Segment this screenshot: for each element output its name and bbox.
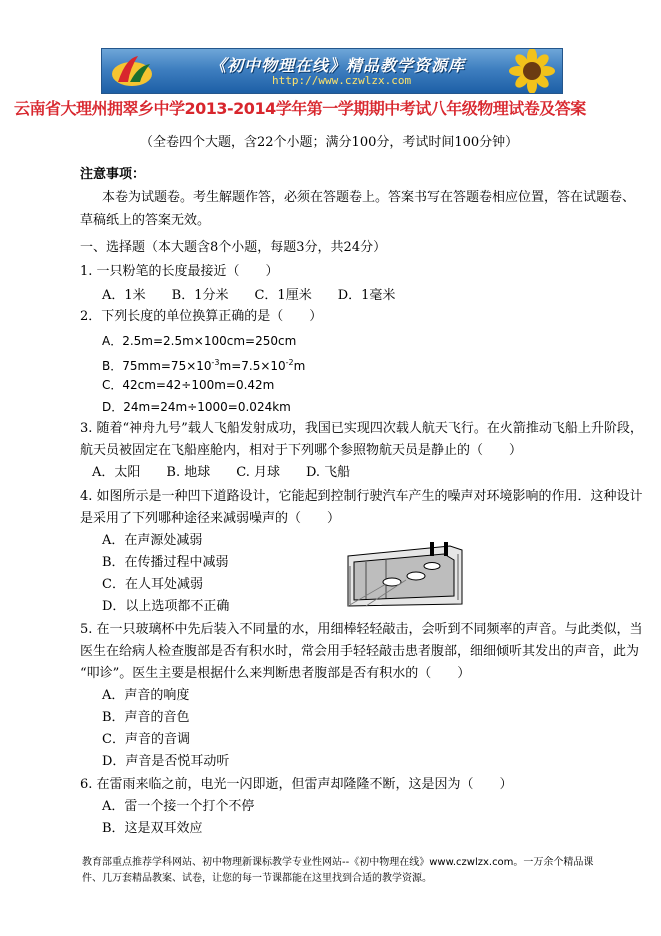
banner-url[interactable]: http://www.czwlzx.com (272, 74, 412, 87)
section-heading: 一、选择题（本大题含8个小题，每题3分，共24分） (80, 240, 387, 255)
option-a: A．在声源处减弱 (102, 533, 203, 548)
question-stem: 3. 随着“神舟九号”载人飞船发射成功，我国已实现四次载人航天飞行。在火箭推动飞船上升阶段， (80, 421, 643, 436)
question-stem: 航天员被固定在飞船座舱内，相对于下列哪个参照物航天员是静止的（ ） (80, 443, 523, 458)
question-stem: 1. 一只粉笔的长度最接近（ ） (80, 264, 279, 279)
footer-line: 件、几万套精品教案、试卷，让您的每一节课都能在这里找到合适的教学资源。 (82, 873, 432, 884)
option-d: D．声音是否悦耳动听 (102, 754, 230, 769)
notice-line: 草稿纸上的答案无效。 (80, 213, 211, 228)
sunken-road-figure (346, 540, 464, 608)
question-options: A．1米 B．1分米 C．1厘米 D．1毫米 (102, 288, 396, 303)
document-title: 云南省大理州拥翠乡中学2013-2014学年第一学期期中考试八年级物理试卷及答案 (14, 99, 586, 118)
option-c: C．在人耳处减弱 (102, 577, 203, 592)
option-a: A．雷一个接一个打个不停 (102, 799, 255, 814)
site-logo-icon (108, 52, 156, 90)
option-b: B．在传播过程中减弱 (102, 555, 229, 570)
option-b: B．$75mm=75\times 10^{-3}m=7.5\times 10^{-2}m$ (102, 358, 306, 373)
option-c: C．声音的音调 (102, 732, 190, 747)
notice-heading: 注意事项： (80, 167, 146, 182)
question-stem: 5. 在一只玻璃杯中先后装入不同量的水，用细棒轻轻敲击，会听到不同频率的声音。与此类似，当 (80, 622, 643, 637)
page-footer (82, 855, 602, 887)
option-d: D．24m=24m÷1000=0.024km (102, 400, 291, 414)
option-a: A．声音的响度 (102, 688, 190, 703)
banner-title: 《初中物理在线》精品教学资源库 (210, 56, 466, 75)
question-stem: 4. 如图所示是一种凹下道路设计，它能起到控制行驶汽车产生的噪声对环境影响的作用．这种设计 (80, 489, 643, 504)
header-banner (101, 48, 563, 94)
notice-line: 本卷为试题卷。考生解题作答，必须在答题卷上。答案书写在答题卷相应位置，答在试题卷、 (102, 190, 636, 205)
option-a: A．2.5m=2.5m×100cm=250cm (102, 334, 297, 348)
sunflower-icon (498, 49, 558, 93)
footer-line: 教育部重点推荐学科网站、初中物理新课标教学专业性网站--《初中物理在线》www.czwlzx.com。一万余个精品课 (82, 857, 594, 868)
question-stem: 6. 在雷雨来临之前，电光一闪即逝，但雷声却隆隆不断，这是因为（ ） (80, 777, 513, 792)
question-options: A．太阳 B. 地球 C. 月球 D. 飞船 (92, 465, 351, 480)
question-stem: 2．下列长度的单位换算正确的是（ ） (80, 309, 323, 324)
question-stem: 医生在给病人检查腹部是否有积水时，常会用手轻轻敲击患者腹部，细细倾听其发出的声音，此为 (80, 644, 640, 659)
question-stem: “叩诊”。医生主要是根据什么来判断患者腹部是否有积水的（ ） (80, 666, 471, 681)
option-b: B．这是双耳效应 (102, 821, 203, 836)
option-b: B．声音的音色 (102, 710, 190, 725)
question-stem: 是采用了下列哪种途径来减弱噪声的（ ） (80, 511, 341, 526)
exam-subtitle: （全卷四个大题，含22个小题；满分100分，考试时间100分钟） (140, 135, 519, 150)
option-d: D．以上选项都不正确 (102, 599, 230, 614)
option-c: C．42cm=42÷100m=0.42m (102, 378, 275, 392)
